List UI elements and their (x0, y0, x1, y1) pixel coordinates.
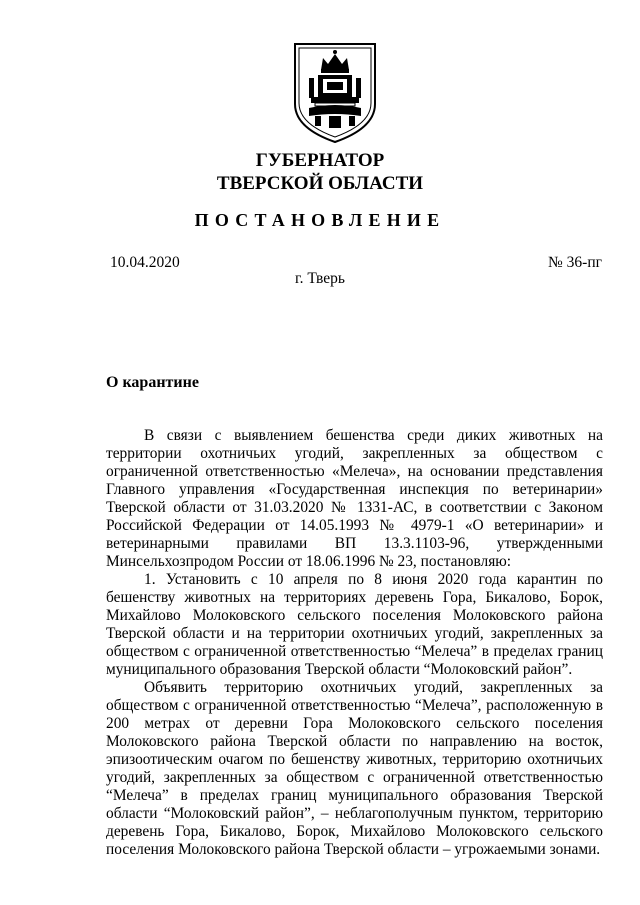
document-body (106, 427, 603, 859)
issuing-authority (0, 149, 640, 195)
document-city: г. Тверь (295, 270, 345, 287)
body-paragraph-2: 1. Установить с 10 апреля по 8 июня 2020 года карантин по бешенству животных на территориях деревень Гора, Бикалово, Борок, Михайлово Молоковского сельского поселения Молоковского района Тверской области и на территории охотничьих угодий, закрепленных за обществом с ограниченной ответственностью “Мелеча” в пределах границ муниципального образования Тверской области “Молоковский район”. (106, 571, 603, 678)
document-date: 10.04.2020 (110, 254, 180, 271)
coat-of-arms-emblem (293, 42, 377, 144)
body-paragraph-1: В связи с выявлением бешенства среди диких животных на территории охотничьих угодий, закрепленных за обществом с ограниченной ответственностью «Мелеча», на основании представления Главного управления «Государственная инспекция по ветеринарии» Тверской области от 31.03.2020 № 1331-АС, в соответствии с Законом Российской Федерации от 14.05.1993 № 4979-1 «О ветеринарии» и ветеринарными правилами ВП 13.3.1103-96, утвержденными Минсельхозпродом России от 18.06.1996 № 23, постановляю: (106, 427, 603, 570)
document-number: № 36-пг (548, 254, 602, 271)
body-paragraph-3: Объявить территорию охотничьих угодий, закрепленных за обществом с ограниченной ответственностью “Мелеча”, расположенную в 200 метрах от деревни Гора Молоковского сельского поселения Молоковского района Тверской области по направлению на восток, эпизоотическим очагом по бешенству животных, территорию охотничьих угодий, закрепленных за обществом с ограниченной ответственностью “Мелеча” в пределах границ муниципального образования Тверской области “Молоковский район”, – неблагополучным пунктом, территорию деревень Гора, Бикалово, Борок, Михайлово Молоковского сельского поселения Молоковского района Тверской области – угрожаемыми зонами. (106, 679, 603, 858)
document-subject: О карантине (106, 374, 199, 391)
authority-line-1: ГУБЕРНАТОР (255, 150, 385, 171)
document-type-title: ПОСТАНОВЛЕНИЕ (194, 210, 446, 230)
authority-line-2: ТВЕРСКОЙ ОБЛАСТИ (216, 173, 424, 194)
